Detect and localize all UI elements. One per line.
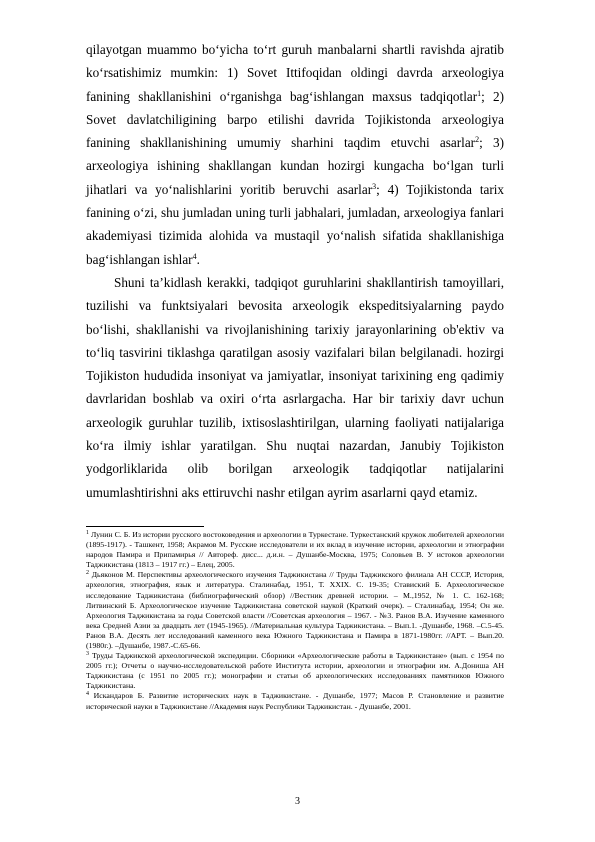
footnote: [86, 691, 504, 711]
document-page: [86, 38, 504, 712]
footnote: [86, 651, 504, 691]
main-text: [86, 38, 504, 504]
footnote-ref: 2: [475, 135, 480, 145]
page-number: 3: [295, 796, 300, 807]
footnote: [86, 570, 504, 651]
footnote-ref: 4: [192, 251, 197, 261]
footnote-text: Дьяконов М. Перспективы археологического изучения Таджикистана // Труды Таджикского филиала АН СССР, История, археология, этнография, язык и литература. Сталинабад, 1951, Т. XXIX. С. 19-35; Ставиский Б. Археологическое исследование Таджикистана (библиографический обзор) //Вестник древней истории. – М.,1952, № 1. С. 162-168; Литвинский Б. Археологическое изучение Таджикистана советской наукой (Краткий очерк). – Сталинабад, 1954; Он же. Археология Таджикистана за годы Советской власти //Советская археология – 1967. - №3. Ранов В.А. Изучение каменного века Средней Азии за двадцать лет (1945-1965). //Материальная культура Таджикистана. – Вып.1. -Душанбе, 1968. –С.5-45. Ранов В.А. Десять лет исследований каменного века Южного Таджикистана и Памира в 1871-1980гг. //АРТ. – Вып.20. (1980г.). –Душанбе, 1987.-С.65-66.: [86, 570, 504, 650]
footnote-number: 3: [86, 651, 89, 658]
footnote-number: 1: [86, 529, 89, 536]
footnote-text: Труды Таджикской археологической экспедиции. Сборники «Археологические работы в Таджикистане» (вып. с 1954 по 2005 гг.); Отчеты о научно-исследовательской работе Института истории, археологии и этнографии им. А.Дониша АН Таджикистана (с 1951 по 2005 гг.); монографии и статьи об археологических исследованиях памятников Южного Таджикистана.: [86, 651, 504, 691]
footnotes: [86, 530, 504, 712]
footnote-ref: 3: [372, 181, 377, 191]
footnote-number: 4: [86, 691, 89, 698]
footnote-ref: 1: [477, 88, 482, 98]
paragraph-text: .: [196, 251, 200, 267]
footnote-number: 2: [86, 570, 89, 577]
paragraph-text: ; 4) Tojikistonda tarix fanining o‘zi, shu jumladan uning turli jabhalari, jumladan, arxeologiya fanlari akademiyasi tizimida alohida va mustaqil yo‘nalish sifatida shakllanishiga bag‘ishlangan ishlar: [86, 181, 505, 267]
footnote: [86, 530, 504, 570]
footnote-separator: [86, 526, 204, 527]
footnote-text: Лунин С. Б. Из истории русского востоковедения и археологии в Туркестане. Туркестанский кружок любителей археологии (1895-1917). - Ташкент, 1958; Акрамов М. Русские исследователи и их вклад в изучение истории, археологии и этнографии народов Памира и Припамирья // Автореф. дисс... д.и.н. – Душанбе-Москва, 1975; Соловьев В. У истоков археологии Таджикистана (1813 – 1917 гг.) – Елец, 2005.: [86, 529, 504, 570]
paragraph: [86, 271, 504, 504]
paragraph: [86, 38, 504, 271]
paragraph-text: Shuni ta’kidlash kerakki, tadqiqot guruhlarini shakllantirish tamoyillari, tuzilishi va funktsiyalari bevosita arxeologik ekspeditsiyalarning paydo bo‘lishi, shakllanishi va rivojlanishining tarixiy jarayonlarining ob'ektiv va to‘liq tasvirini tiklashga qaratilgan asosiy vazifalari bilan belgilanadi. hozirgi Tojikiston hududida insoniyat va jamiyatlar, insoniyat tarixining eng qadimiy davrlaridan boshlab va oxiri o‘rta asrlargacha. Har bir tarixiy davr uchun arxeologik guruhlar tuzilib, ixtisoslashtirilgan, ularning faoliyati natijalariga ko‘ra ilmiy ishlar yaratilgan. Shu nuqtai nazardan, Janubiy Tojikiston yodgorliklarida olib borilgan arxeologik tadqiqotlar natijalarini umumlashtirishni aks ettiruvchi nashr etilgan ayrim asarlarni qayd etamiz.: [86, 274, 504, 500]
paragraph-text: ; 2) Sovet davlatchiligining barpo etilishi davrida Tojikistonda arxeologiya fanining shakllanishining umumiy sharhini taqdim etuvchi asarlar: [86, 88, 505, 151]
footnote-text: Искандаров Б. Развитие исторических наук в Таджикистане. - Душанбе, 1977; Масов Р. Становление и развитие исторической науки в Таджикистане //Академия наук Республики Таджикистан. - Душанбе, 2001.: [86, 691, 504, 711]
paragraph-text: ; 3) arxeologiya ishining shakllangan kundan hozirgi kungacha bo‘lgan turli jihatlari va yo‘nalishlarini yoritib beruvchi asarlar: [86, 135, 505, 197]
paragraph-text: qilayotgan muammo bo‘yicha to‘rt guruh manbalarni shartli ravishda ajratib ko‘rsatishimiz mumkin: 1) Sovet Ittifoqidan oldingi davrda arxeologiya fanining shakllanishini o‘rganishga bag‘ishlangan maxsus tadqiqotlar: [86, 42, 504, 104]
